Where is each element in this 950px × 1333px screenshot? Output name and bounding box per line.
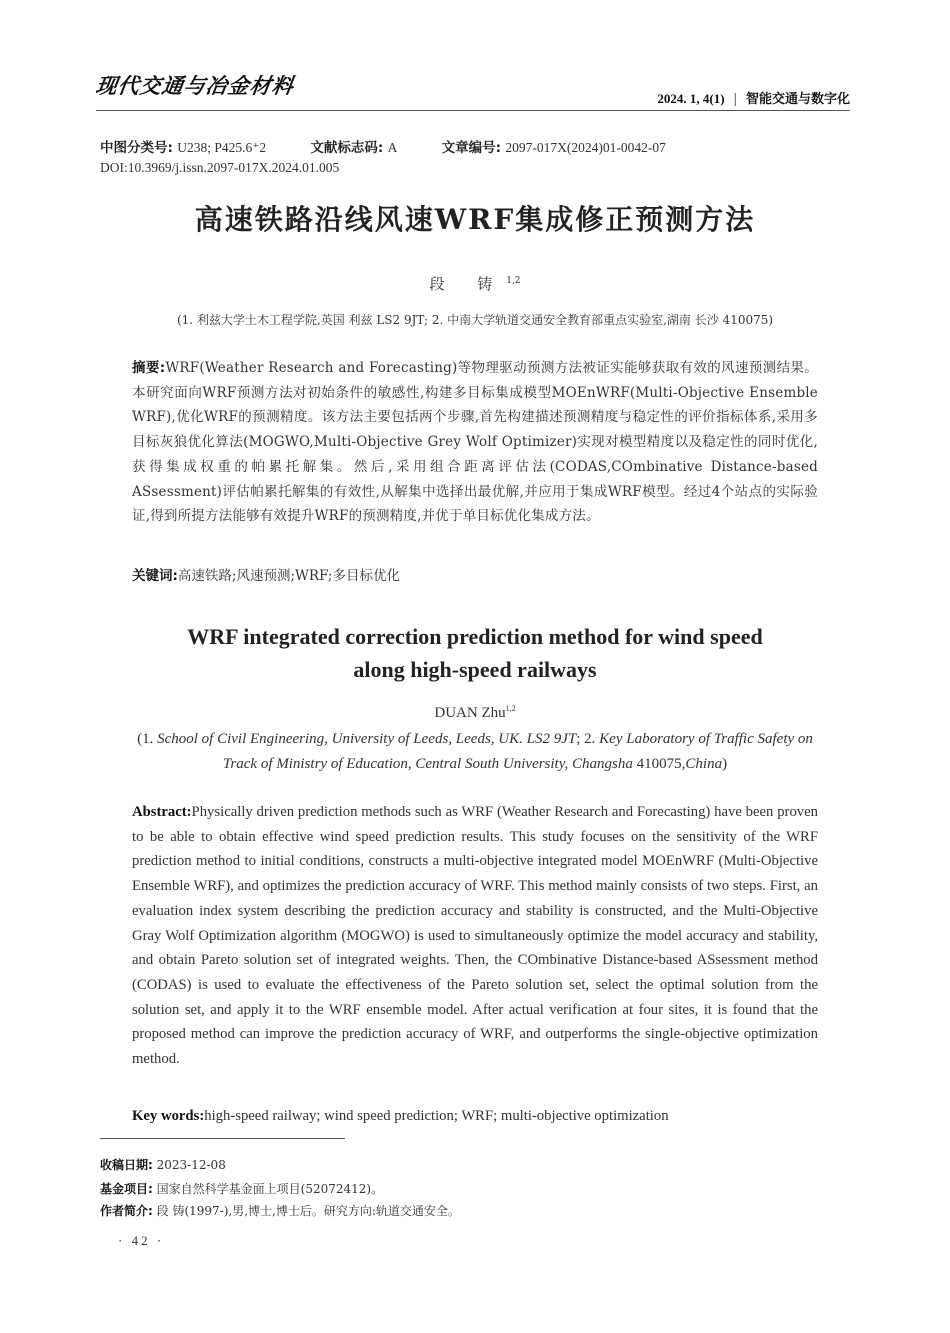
article-no-label: 文章编号: xyxy=(441,140,502,156)
chinese-abstract-label: 摘要: xyxy=(132,360,166,376)
affil-1-number: (1. xyxy=(137,731,154,747)
english-affiliation xyxy=(120,727,830,777)
affil-close: ) xyxy=(722,756,728,772)
english-keywords-text: high-speed railway; wind speed prediction; WRF; multi-objective optimization xyxy=(204,1108,669,1124)
chinese-author-affil-sup: 1,2 xyxy=(506,276,521,286)
chinese-abstract xyxy=(132,356,818,529)
chinese-author xyxy=(0,273,950,294)
fund-text: 国家自然科学基金面上项目(52072412)。 xyxy=(156,1182,384,1196)
footnote-rule xyxy=(100,1138,345,1139)
chinese-affiliation: (1. 利兹大学土木工程学院,英国 利兹 LS2 9JT; 2. 中南大学轨道交通安全教育部重点实验室,湖南 长沙 410075) xyxy=(176,313,774,327)
page-number: · 42 · xyxy=(118,1233,165,1248)
english-keywords xyxy=(132,1108,669,1125)
classification-line xyxy=(100,136,666,156)
clc-label: 中图分类号: xyxy=(100,140,173,156)
affil-2-number: ; 2. xyxy=(576,731,596,747)
doc-code-label: 文献标志码: xyxy=(310,140,384,156)
received-date: 2023-12-08 xyxy=(156,1158,226,1172)
english-author-name: DUAN Zhu xyxy=(434,705,506,721)
fund-label: 基金项目: xyxy=(100,1182,153,1196)
footnote-received xyxy=(100,1156,226,1173)
header-rule xyxy=(96,110,850,111)
english-abstract-text: Physically driven prediction methods such as WRF (Weather Research and Forecasting) have been proven to be able to obtain effective wind speed prediction results. This study focuses on the sensitivity of the WRF prediction method to initial conditions, constructs a multi-objective integrated model MOEnWRF (Multi-Objective Ensemble WRF), and optimizes the prediction accuracy of WRF. This method mainly consists of two steps. First, an evaluation index system describing the prediction accuracy and stability is constructed, and the Multi-Objective Gray Wolf Optimization algorithm (MOGWO) is used to simultaneously optimize the model accuracy and stability, and obtain Pareto solution set of integrated weights. Then, the COmbinative Distance-based ASsessment method (CODAS) is used to evaluate the effectiveness of the Pareto solution set, select the optimal solution from the solution set, and apply it to the WRF ensemble model. After actual verification at four sites, it is found that the proposed method can improve the prediction accuracy of WRF, and outperforms the single-objective optimization method. xyxy=(132,804,818,1068)
chinese-author-name: 段 铸 xyxy=(429,275,507,293)
author-info-text: 段 铸(1997-),男,博士,博士后。研究方向:轨道交通安全。 xyxy=(156,1204,460,1218)
journal-logo: 现代交通与冶金材料 xyxy=(94,73,296,98)
affil-1-text: School of Civil Engineering, University of Leeds, Leeds, UK. LS2 9JT xyxy=(157,731,577,747)
english-abstract-label: Abstract: xyxy=(132,804,192,820)
author-info-label: 作者简介: xyxy=(100,1204,153,1218)
issue-number: 2024. 1, 4(1) xyxy=(657,91,725,106)
section-name: 智能交通与数字化 xyxy=(745,92,850,107)
chinese-keywords xyxy=(132,564,400,584)
header-separator: | xyxy=(733,92,738,107)
article-no-value: 2097-017X(2024)01-0042-07 xyxy=(505,140,666,155)
clc-value: U238; P425.6⁺2 xyxy=(177,140,267,155)
affil-2-postcode: 410075, xyxy=(636,756,686,772)
english-author-affil-sup: 1,2 xyxy=(505,704,516,713)
issue-header xyxy=(657,88,850,107)
english-title-line-2: along high-speed railways xyxy=(353,657,597,682)
english-keywords-label: Key words: xyxy=(132,1108,205,1124)
chinese-abstract-text: WRF(Weather Research and Forecasting)等物理驱动预测方法被证实能够获取有效的风速预测结果。本研究面向WRF预测方法对初始条件的敏感性,构建多目标集成模型MOEnWRF(Multi-Objective Ensemble WRF),优化WRF的预测精度。该方法主要包括两个步骤,首先构建描述预测精度与稳定性的评价指标体系,采用多目标灰狼优化算法(MOGWO,Multi-Objective Grey Wolf Optimizer)实现对模型精度以及稳定性的同时优化,获得集成权重的帕累托解集。然后,采用组合距离评估法(CODAS,COmbinative Distance-based ASsessment)评估帕累托解集的有效性,从解集中选择出最优解,并应用于集成WRF模型。经过4个站点的实际验证,得到所提方法能够有效提升WRF的预测精度,并优于单目标优化集成方法。 xyxy=(132,360,818,525)
chinese-keywords-text: 高速铁路;风速预测;WRF;多目标优化 xyxy=(177,568,400,584)
doc-code-value: A xyxy=(387,140,398,155)
received-label: 收稿日期: xyxy=(100,1158,153,1172)
footnote-author xyxy=(100,1202,460,1219)
chinese-title: 高速铁路沿线风速WRF集成修正预测方法 xyxy=(194,203,756,236)
english-abstract xyxy=(132,800,818,1072)
affil-2-text: Key Laboratory of Traffic Safety on Track of Ministry of Education, Central South University, Changsha xyxy=(222,731,813,772)
english-title xyxy=(0,620,950,686)
english-author xyxy=(0,704,950,722)
english-title-line-1: WRF integrated correction prediction method for wind speed xyxy=(187,624,763,649)
chinese-keywords-label: 关键词: xyxy=(132,568,178,584)
footnote-fund xyxy=(100,1180,383,1197)
doi[interactable]: DOI:10.3969/j.issn.2097-017X.2024.01.005 xyxy=(100,160,340,175)
affil-country: China xyxy=(685,756,723,772)
